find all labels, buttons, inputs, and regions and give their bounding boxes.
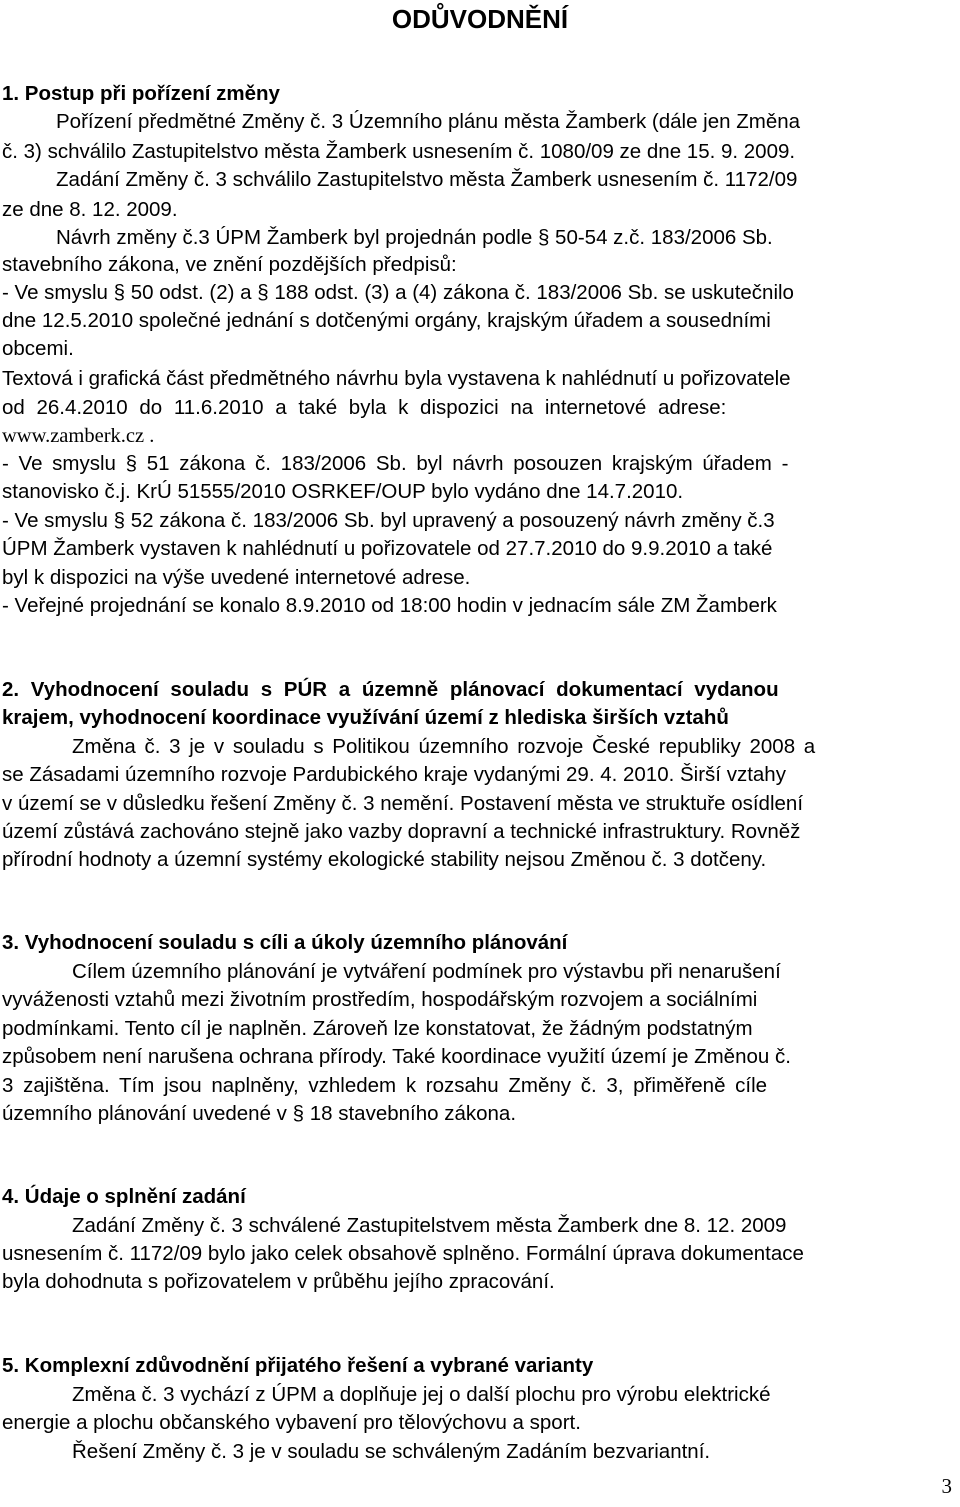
paragraph-line: Pořízení předmětné Změny č. 3 Územního plánu města Žamberk (dále jen Změna xyxy=(56,110,801,133)
paragraph-line: Zadání Změny č. 3 schválené Zastupitelstvem města Žamberk dne 8. 12. 2009 xyxy=(72,1214,787,1237)
paragraph-line: v území se v důsledku řešení Změny č. 3 nemění. Postavení města ve struktuře osídlení xyxy=(2,792,804,815)
paragraph-line: č. 3) schválilo Zastupitelstvo města Žamberk usnesením č. 1080/09 ze dne 15. 9. 2009. xyxy=(2,140,796,163)
paragraph-line: - Ve smyslu § 52 zákona č. 183/2006 Sb. byl upravený a posouzený návrh změny č.3 xyxy=(2,509,775,532)
paragraph-line: 3 zajištěna. Tím jsou naplněny, vzhledem k rozsahu Změny č. 3, přiměřeně cíle xyxy=(2,1074,768,1097)
paragraph-line: dne 12.5.2010 společné jednání s dotčenými orgány, krajským úřadem a sousedními xyxy=(2,309,771,332)
paragraph-line: přírodní hodnoty a územní systémy ekologické stability nejsou Změnou č. 3 dotčeny. xyxy=(2,848,767,871)
paragraph-line: - Ve smyslu § 50 odst. (2) a § 188 odst. (3) a (4) zákona č. 183/2006 Sb. se uskutečnilo xyxy=(2,281,794,304)
paragraph-line: od 26.4.2010 do 11.6.2010 a také byla k dispozici na internetové adrese: xyxy=(2,396,727,419)
paragraph-line: se Zásadami územního rozvoje Pardubického kraje vydanými 29. 4. 2010. Širší vztahy xyxy=(2,763,786,786)
section-1-heading: 1. Postup při pořízení změny xyxy=(2,82,280,105)
paragraph-line: - Veřejné projednání se konalo 8.9.2010 od 18:00 hodin v jednacím sále ZM Žamberk xyxy=(2,594,777,617)
document-title: ODŮVODNĚNÍ xyxy=(391,4,569,34)
paragraph-line: byla dohodnuta s pořizovatelem v průběhu jejího zpracování. xyxy=(2,1270,555,1293)
section-2-heading-cont: krajem, vyhodnocení koordinace využívání území z hlediska širších vztahů xyxy=(2,706,729,729)
paragraph-line: Návrh změny č.3 ÚPM Žamberk byl projednán podle § 50-54 z.č. 183/2006 Sb. xyxy=(56,226,773,249)
paragraph-line: Změna č. 3 je v souladu s Politikou územního rozvoje České republiky 2008 a xyxy=(72,735,816,758)
section-4-heading: 4. Údaje o splnění zadání xyxy=(2,1185,246,1208)
paragraph-line: energie a plochu občanského vybavení pro tělovýchovu a sport. xyxy=(2,1411,581,1434)
section-2-heading: 2. Vyhodnocení souladu s PÚR a územně plánovací dokumentací vydanou xyxy=(2,678,779,701)
paragraph-line: podmínkami. Tento cíl je naplněn. Zároveň lze konstatovat, že žádným podstatným xyxy=(2,1017,753,1040)
paragraph-line: stanovisko č.j. KrÚ 51555/2010 OSRKEF/OUP bylo vydáno dne 14.7.2010. xyxy=(2,480,684,503)
paragraph-line: - Ve smyslu § 51 zákona č. 183/2006 Sb. byl návrh posouzen krajským úřadem - xyxy=(2,452,789,475)
paragraph-line: byl k dispozici na výše uvedené internetové adrese. xyxy=(2,566,471,589)
paragraph-line: způsobem není narušena ochrana přírody. Také koordinace využití území je Změnou č. xyxy=(2,1045,791,1068)
paragraph-line: usnesením č. 1172/09 bylo jako celek obsahově splněno. Formální úprava dokumentace xyxy=(2,1242,804,1265)
paragraph-line: ze dne 8. 12. 2009. xyxy=(2,198,178,221)
paragraph-line: stavebního zákona, ve znění pozdějších předpisů: xyxy=(2,253,457,276)
section-3-heading: 3. Vyhodnocení souladu s cíli a úkoly územního plánování xyxy=(2,931,568,954)
paragraph-line: Textová i grafická část předmětného návrhu byla vystavena k nahlédnutí u pořizovatele xyxy=(2,367,791,390)
paragraph-line: Řešení Změny č. 3 je v souladu se schváleným Zadáním bezvariantní. xyxy=(72,1440,711,1463)
section-5-heading: 5. Komplexní zdůvodnění přijatého řešení a vybrané varianty xyxy=(2,1354,594,1377)
paragraph-line: Zadání Změny č. 3 schválilo Zastupitelstvo města Žamberk usnesením č. 1172/09 xyxy=(56,168,798,191)
paragraph-line: území zůstává zachováno stejně jako vazby dopravní a technické infrastruktury. Rovněž xyxy=(2,820,801,843)
paragraph-line: obcemi. xyxy=(2,337,74,360)
paragraph-line: Změna č. 3 vychází z ÚPM a doplňuje jej o další plochu pro výrobu elektrické xyxy=(72,1383,771,1406)
paragraph-line: vyváženosti vztahů mezi životním prostředím, hospodářským rozvojem a sociálními xyxy=(2,988,758,1011)
website-address: www.zamberk.cz . xyxy=(2,425,155,447)
paragraph-line: ÚPM Žamberk vystaven k nahlédnutí u pořizovatele od 27.7.2010 do 9.9.2010 a také xyxy=(2,537,773,560)
paragraph-line: Cílem územního plánování je vytváření podmínek pro výstavbu při nenarušení xyxy=(72,960,781,983)
page-number: 3 xyxy=(941,1474,952,1498)
paragraph-line: územního plánování uvedené v § 18 stavebního zákona. xyxy=(2,1102,517,1125)
